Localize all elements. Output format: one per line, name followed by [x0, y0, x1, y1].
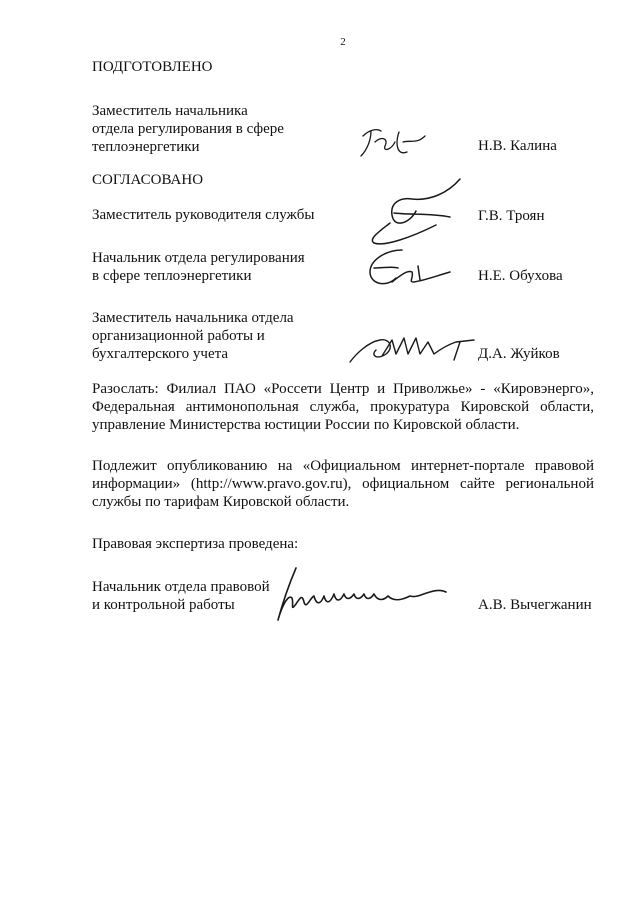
prepared-role — [92, 102, 322, 156]
signer-name: Н.Е. Обухова — [478, 268, 563, 284]
signature-zhuykov — [346, 330, 478, 366]
prepared-role-line: теплоэнергетики — [92, 139, 200, 155]
signature-kalina — [355, 122, 433, 162]
publication-note: Подлежит опубликованию на «Официальном интернет-портале правовой информации» (http://www.pravo.gov.ru), официальном сайте региональной службы по тарифам Кировской области. — [92, 458, 594, 510]
legal-review-role-line: Начальник отдела правовой — [92, 579, 270, 595]
signer-role-line: бухгалтерского учета — [92, 346, 229, 362]
agreed-heading: СОГЛАСОВАНО — [92, 172, 204, 188]
distribution-list: Разослать: Филиал ПАО «Россети Центр и Приволжье» - «Кировэнерго», Федеральная антимонопольная служба, прокуратура Кировской области, управление Министерства юстиции России по Кировской области. — [92, 381, 594, 433]
page-number: 2 — [340, 36, 346, 48]
legal-review-role-line: и контрольной работы — [92, 597, 235, 613]
signer-role-line: Заместитель начальника отдела — [92, 310, 294, 326]
signer-role-line: в сфере теплоэнергетики — [92, 268, 252, 284]
prepared-heading: ПОДГОТОВЛЕНО — [92, 59, 213, 75]
prepared-name: Н.В. Калина — [478, 138, 557, 154]
signer-role — [92, 309, 322, 363]
signer-role-line: Начальник отдела регулирования — [92, 250, 305, 266]
signature-vychegzhanin — [270, 564, 450, 626]
signature-troyan — [360, 173, 470, 248]
signer-role-line: организационной работы и — [92, 328, 265, 344]
signature-obukhova — [362, 246, 462, 292]
signer-role — [92, 249, 322, 285]
signer-role — [92, 206, 322, 224]
signer-role-line: Заместитель руководителя службы — [92, 207, 315, 223]
prepared-role-line: отдела регулирования в сфере — [92, 121, 284, 137]
signer-name: Д.А. Жуйков — [478, 346, 560, 362]
signer-name: Г.В. Троян — [478, 208, 545, 224]
legal-review-text: Правовая экспертиза проведена: — [92, 536, 299, 552]
prepared-role-line: Заместитель начальника — [92, 103, 248, 119]
legal-review-name: А.В. Вычегжанин — [478, 597, 592, 613]
